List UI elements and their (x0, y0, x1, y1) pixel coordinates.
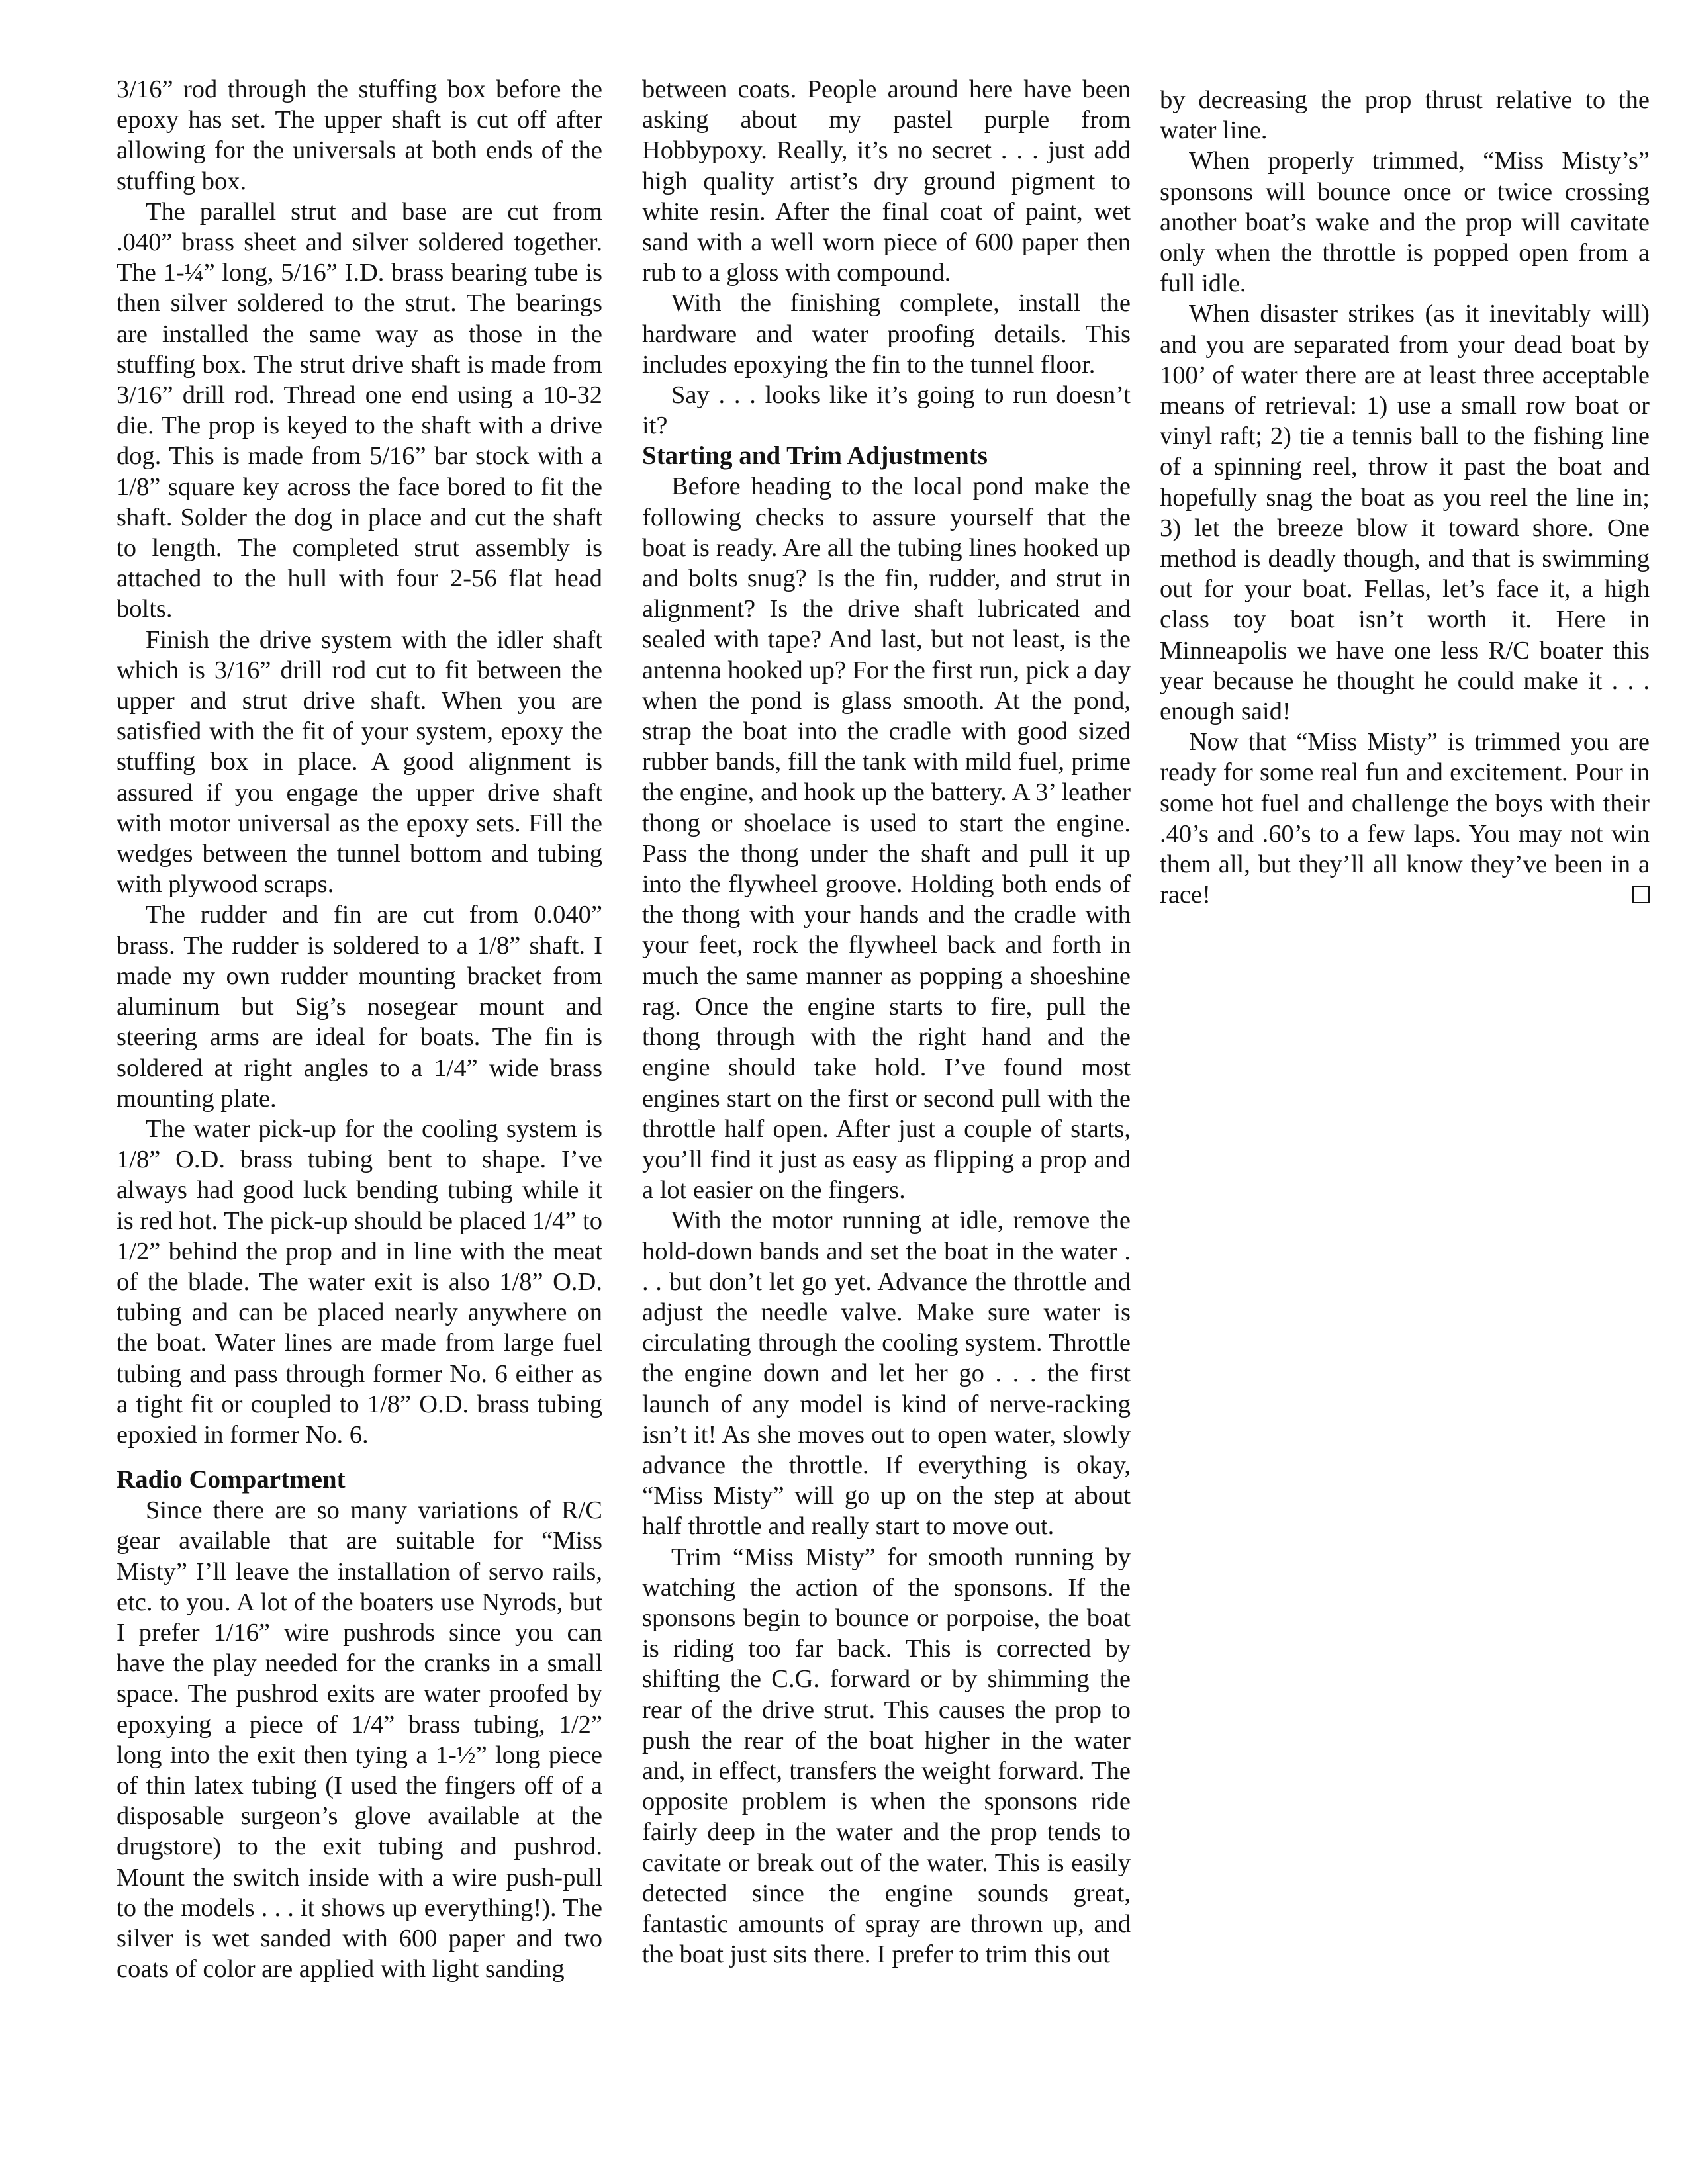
body-paragraph (1160, 727, 1650, 910)
end-of-article-square-icon (1632, 886, 1650, 903)
paragraph-text: between coats. People around here have been asking about my pastel purple from Hobbypoxy. Really, it’s no secret . . . just add high quality artist’s dry ground pigment to white resin. After the final coat of paint, wet sand with a well worn piece of 600 paper then rub to a gloss with compound. (642, 75, 1131, 287)
paragraph-text: Before heading to the local pond make the following checks to assure yourself that the boat is ready. Are all the tubing lines hooked up and bolts snug? Is the fin, rudder, and strut in alignment? Is the drive shaft lubricated and sealed with tape? And last, but not least, is the antenna hooked up? For the first run, pick a day when the pond is glass smooth. At the pond, strap the boat into the cradle with good sized rubber bands, fill the tank with mild fuel, prime the engine, and hook up the battery. A 3’ leather thong or shoelace is used to start the engine. Pass the thong under the shaft and pull it up into the flywheel groove. Holding both ends of the thong with your hands and the cradle with your feet, rock the flywheel back and forth in much the same manner as popping a shoeshine rag. Once the engine starts to fire, pull the thong through with the right hand and the engine should take hold. I’ve found most engines start on the first or second pull with the throttle half open. After just a couple of starts, you’ll find it just as easy as flipping a prop and a lot easier on the fingers. (642, 473, 1131, 1205)
body-paragraph (642, 471, 1131, 1205)
paragraph-text: The parallel strut and base are cut from .040” brass sheet and silver soldered together. The 1-¼” long, 5/16” I.D. brass bearing tube is then silver soldered to the strut. The bearings are installed the same way as those in the stuffing box. The strut drive shaft is made from 3/16” drill rod. Thread one end using a 10-32 die. The prop is keyed to the shaft with a drive dog. This is made from 5/16” bar stock with a 1/8” square key across the face bored to fit the shaft. Solder the dog in place and cut the shaft to length. The completed strut assembly is attached to the hull with four 2-56 flat head bolts. (117, 197, 602, 623)
column-3 (1160, 85, 1650, 910)
paragraph-text: With the finishing complete, install the hardware and water proofing details. This includes epoxying the fin to the tunnel floor. (642, 289, 1131, 379)
paragraph-text: The water pick-up for the cooling system is 1/8” O.D. brass tubing bent to shape. I’ve always had good luck bending tubing while it is red hot. The pick-up should be placed 1/4” to 1/2” behind the prop and in line with the meat of the blade. The water exit is also 1/8” O.D. tubing and can be placed nearly anywhere on the boat. Water lines are made from large fuel tubing and pass through former No. 6 either as a tight fit or coupled to 1/8” O.D. brass tubing epoxied in former No. 6. (117, 1115, 602, 1449)
section-heading: Radio Compartment (117, 1465, 346, 1494)
body-paragraph (117, 1495, 602, 1984)
column-1 (117, 74, 602, 1984)
body-paragraph (1160, 298, 1650, 727)
body-paragraph (117, 899, 602, 1113)
column-2 (642, 74, 1131, 1970)
paragraph-text: The rudder and fin are cut from 0.040” brass. The rudder is soldered to a 1/8” shaft. I made my own rudder mounting bracket from aluminum but Sig’s nosegear mount and steering arms are ideal for boats. The fin is soldered at right angles to a 1/4” wide brass mounting plate. (117, 901, 602, 1113)
body-paragraph (1160, 85, 1650, 146)
paragraph-text: When properly trimmed, “Miss Misty’s” sponsons will bounce once or twice crossing another boat’s wake and the prop will cavitate only when the throttle is popped open from a full idle. (1160, 147, 1650, 298)
paragraph-text: When disaster strikes (as it inevitably will) and you are separated from your dead boat by 100’ of water there are at least three acceptable means of retrieval: 1) use a small row boat or vinyl raft; 2) tie a tennis ball to the fishing line of a spinning reel, throw it past the boat and hopefully snag the boat as you reel the line in; 3) let the breeze blow it toward shore. One method is deadly though, and that is swimming out for your boat. Fellas, let’s face it, a high class toy boat isn’t worth it. Here in Minneapolis we have one less R/C boater this year because he thought he could make it . . . enough said! (1160, 300, 1650, 726)
paragraph-text: Now that “Miss Misty” is trimmed you are ready for some real fun and excitement. Pour in some hot fuel and challenge the boys with their .40’s and .60’s to a few laps. You may not win them all, but they’ll all know they’ve been in a race! (1160, 728, 1650, 909)
body-paragraph (117, 74, 602, 197)
body-paragraph (1160, 146, 1650, 298)
paragraph-text: Trim “Miss Misty” for smooth running by watching the action of the sponsons. If the sponsons begin to bounce or porpoise, the boat is riding too far back. This is corrected by shifting the C.G. forward or by shimming the rear of the drive strut. This causes the prop to push the rear of the boat higher in the water and, in effect, transfers the weight forward. The opposite problem is when the sponsons ride fairly deep in the water and the prop tends to cavitate or break out of the water. This is easily detected since the engine sounds great, fantastic amounts of spray are thrown up, and the boat just sits there. I prefer to trim this out (642, 1543, 1131, 1969)
body-paragraph (642, 74, 1131, 288)
paragraph-text: by decreasing the prop thrust relative to the water line. (1160, 86, 1650, 145)
body-paragraph (642, 1542, 1131, 1970)
body-paragraph (117, 1114, 602, 1450)
body-paragraph (117, 625, 602, 900)
paragraph-text: Say . . . looks like it’s going to run doesn’t it? (642, 381, 1131, 440)
section-heading: Starting and Trim Adjustments (642, 441, 988, 471)
body-paragraph (642, 380, 1131, 441)
paragraph-text: Finish the drive system with the idler shaft which is 3/16” drill rod cut to fit between the upper and strut drive shaft. When you are satisfied with the fit of your system, epoxy the stuffing box in place. A good alignment is assured if you engage the upper drive shaft with motor universal as the epoxy sets. Fill the wedges between the tunnel bottom and tubing with plywood scraps. (117, 625, 602, 899)
paragraph-text: 3/16” rod through the stuffing box before the epoxy has set. The upper shaft is cut off after allowing for the universals at both ends of the stuffing box. (117, 75, 602, 195)
body-paragraph (642, 288, 1131, 380)
body-paragraph (117, 197, 602, 625)
paragraph-text: Since there are so many variations of R/C gear available that are suitable for “Miss Misty” I’ll leave the installation of servo rails, etc. to you. A lot of the boaters use Nyrods, but I prefer 1/16” wire pushrods since you can have the play needed for the cranks in a small space. The pushrod exits are water proofed by epoxying a piece of 1/4” brass tubing, 1/2” long into the exit then tying a 1-½” long piece of thin latex tubing (I used the fingers off of a disposable surgeon’s glove available at the drugstore) to the exit tubing and pushrod. Mount the switch inside with a wire push-pull to the models . . . it shows up everything!). The silver is wet sanded with 600 paper and two coats of color are applied with light sanding (117, 1496, 602, 1983)
body-paragraph (642, 1205, 1131, 1541)
paragraph-text: With the motor running at idle, remove the hold-down bands and set the boat in the water . . . but don’t let go yet. Advance the throttle and adjust the needle valve. Make sure water is circulating through the cooling system. Throttle the engine down and let her go . . . the first launch of any model is kind of nerve-racking isn’t it! As she moves out to open water, slowly advance the throttle. If everything is okay, “Miss Misty” will go up on the step at about half throttle and really start to move out. (642, 1206, 1131, 1541)
